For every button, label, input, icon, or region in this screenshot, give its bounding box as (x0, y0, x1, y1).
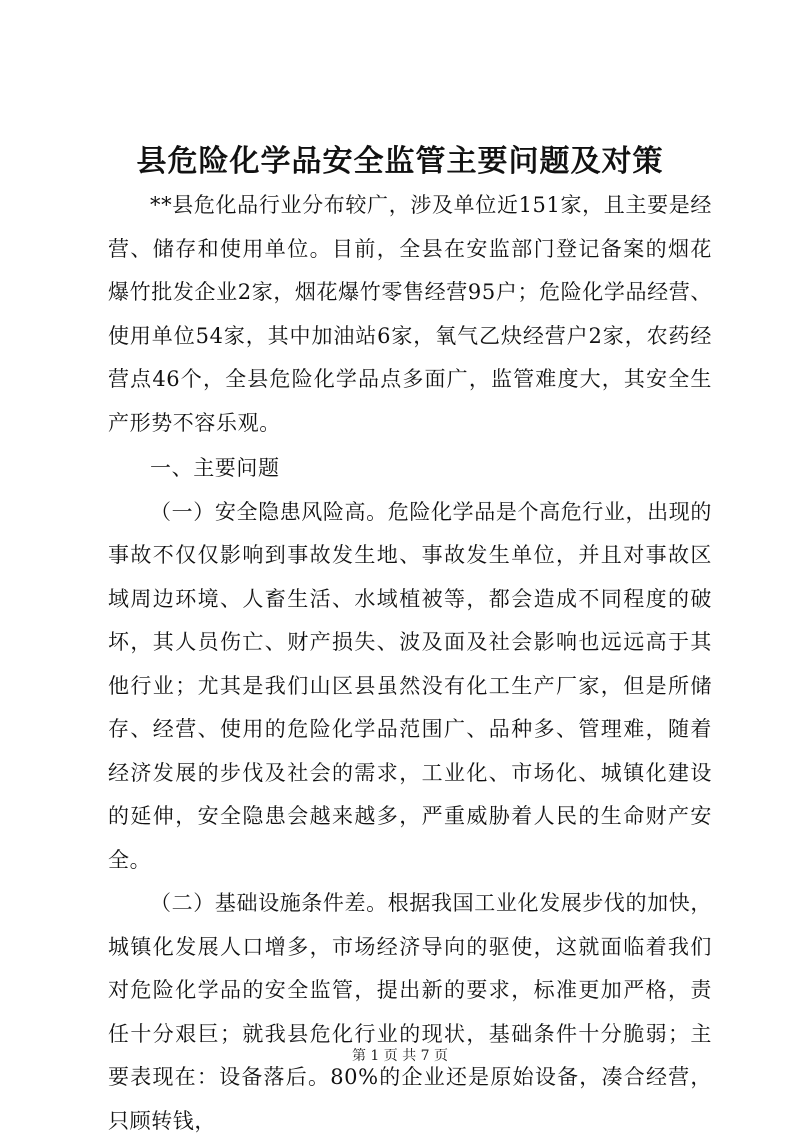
paragraph-safety-hazards: （一）安全隐患风险高。危险化学品是个高危行业，出现的事故不仅仅影响到事故发生地、事故发生单位，并且对事故区域周边环境、人畜生活、水域植被等，都会造成不同程度的破坏，其人员伤亡、财产损失、波及面及社会影响也远远高于其他行业；尤其是我们山区县虽然没有化工生产厂家，但是所储存、经营、使用的危险化学品范围广、品种多、管理难，随着经济发展的步伐及社会的需求，工业化、市场化、城镇化建设的延伸，安全隐患会越来越多，严重威胁着人民的生命财产安全。 (108, 499, 712, 872)
section-heading-main-problems: 一、主要问题 (150, 456, 280, 480)
document-title: 县危险化学品安全监管主要问题及对策 (136, 144, 664, 179)
document-body (108, 184, 712, 1143)
page-footer: 第 1 页 共 7 页 (351, 1048, 449, 1064)
paragraph-infrastructure: （二）基础设施条件差。根据我国工业化发展步伐的加快，城镇化发展人口增多，市场经济导向的驱使，这就面临着我们对危险化学品的安全监管，提出新的要求，标准更加严格，责任十分艰巨；就我县危化行业的现状，基础条件十分脆弱；主要表现在：设备落后。80%的企业还是原始设备，凑合经营，只顾转钱， (108, 891, 712, 1133)
paragraph-intro: **县危化品行业分布较广，涉及单位近151家，且主要是经营、储存和使用单位。目前，全县在安监部门登记备案的烟花爆竹批发企业2家，烟花爆竹零售经营95户；危险化学品经营、使用单位54家，其中加油站6家，氧气乙炔经营户2家，农药经营点46个，全县危险化学品点多面广，监管难度大，其安全生产形势不容乐观。 (108, 193, 712, 435)
